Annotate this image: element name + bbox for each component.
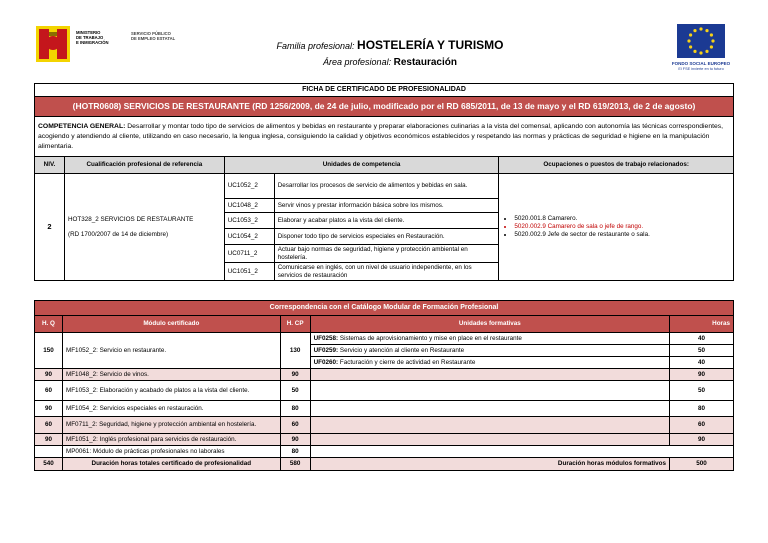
module-uf-empty <box>310 381 669 401</box>
ficha-table <box>34 83 734 281</box>
unit-code: UC1051_2 <box>224 263 274 281</box>
cualificacion-name: HOT328_2 SERVICIOS DE RESTAURANTE <box>67 215 194 223</box>
module-hq: 60 <box>35 381 63 401</box>
unit-code: UC0711_2 <box>224 245 274 263</box>
uf-horas: 40 <box>670 333 734 345</box>
module-name: MF1051_2: Inglés profesional para servicios de restauración. <box>62 434 280 446</box>
module-hcp: 90 <box>280 434 310 446</box>
unit-desc: Desarrollar los procesos de servicio de alimentos y bebidas en sala. <box>274 174 499 199</box>
uf-horas: 50 <box>670 345 734 357</box>
uf-row: UF0259: Servicio y atención al cliente en Restaurante <box>310 345 669 357</box>
total-horas: 500 <box>670 458 734 471</box>
uf-horas: 40 <box>670 357 734 369</box>
area-profesional: Área profesional: Restauración <box>323 57 457 68</box>
cert-title: (HOTR0608) SERVICIOS DE RESTAURANTE (RD 1256/2009, de 24 de julio, modificado por el RD 685/2011, de 13 de mayo y el RD 619/2013, de 2 de agosto) <box>35 97 734 117</box>
modular-table <box>34 300 734 471</box>
mf1052-hq: 150 <box>35 333 63 369</box>
col-niv: NIV. <box>35 157 65 174</box>
ocupacion-item: • 5020.002.9 Camarero de sala o jefe de rango. <box>514 223 730 231</box>
unit-code: UC1054_2 <box>224 229 274 245</box>
spe-name: SERVICIO PÚBLICO DE EMPLEO ESTATAL <box>131 31 176 41</box>
practicas-empty <box>310 446 733 458</box>
eu-label: FONDO SOCIAL EUROPEO <box>671 61 731 66</box>
module-name: MF1048_2: Servicio de vinos. <box>62 369 280 381</box>
unit-desc: Actuar bajo normas de seguridad, higiene y protección ambiental en hostelería. <box>274 245 499 263</box>
module-hq: 60 <box>35 417 63 434</box>
unit-desc: Elaborar y acabar platos a la vista del cliente. <box>274 213 499 229</box>
practicas-name: MP0061: Módulo de prácticas profesionales no laborales <box>62 446 280 458</box>
module-name: MF1053_2: Elaboración y acabado de platos a la vista del cliente. <box>62 381 280 401</box>
col-ocupaciones: Ocupaciones o puestos de trabajo relacionados: <box>499 157 734 174</box>
eu-subtext: El FSE invierte en tu futuro <box>678 67 724 71</box>
coat-of-arms-icon <box>36 26 70 62</box>
col-uf: Unidades formativas <box>310 316 669 333</box>
ocupacion-item: • 5020.002.9 Jefe de sector de restaurante o sala. <box>514 231 730 239</box>
unit-code: UC1053_2 <box>224 213 274 229</box>
ocupacion-item: • 5020.001.8 Camarero. <box>514 215 730 223</box>
col-hq: H. Q <box>35 316 63 333</box>
module-horas: 50 <box>670 381 734 401</box>
module-horas: 90 <box>670 434 734 446</box>
module-hcp: 90 <box>280 369 310 381</box>
module-uf-empty <box>310 401 669 417</box>
unit-code: UC1048_2 <box>224 199 274 213</box>
col-cualificacion: Cualificación profesional de referencia <box>64 157 224 174</box>
module-uf-empty <box>310 434 669 446</box>
nivel-value: 2 <box>35 174 65 281</box>
ocupaciones-list <box>502 215 730 239</box>
eu-flag-icon <box>677 24 725 58</box>
practicas-hq-empty <box>35 446 63 458</box>
total-hcp: 580 <box>280 458 310 471</box>
ocupaciones-cell <box>499 174 734 281</box>
module-horas: 90 <box>670 369 734 381</box>
total-hq: 540 <box>35 458 63 471</box>
ficha-title: FICHA DE CERTIFICADO DE PROFESIONALIDAD <box>35 84 734 97</box>
eu-logo <box>668 24 734 74</box>
uf-row: UF0258: Sistemas de aprovisionamiento y mise en place en el restaurante <box>310 333 669 345</box>
cualificacion-rd: (RD 1700/2007 de 14 de diciembre) <box>67 231 169 238</box>
ministry-name: MINISTERIO DE TRABAJO E INMIGRACIÓN <box>76 30 109 45</box>
module-hcp: 60 <box>280 417 310 434</box>
unit-desc: Servir vinos y prestar información básica sobre los mismos. <box>274 199 499 213</box>
col-horas: Horas <box>670 316 734 333</box>
mf1052-name: MF1052_2: Servicio en restaurante. <box>62 333 280 369</box>
module-name: MF1054_2: Servicios especiales en restauración. <box>62 401 280 417</box>
practicas-hcp: 80 <box>280 446 310 458</box>
total-modulos-label: Duración horas módulos formativos <box>310 458 669 471</box>
uf-row: UF0260: Facturación y cierre de actividad en Restaurante <box>310 357 669 369</box>
mf1052-hcp: 130 <box>280 333 310 369</box>
competencia-general: COMPETENCIA GENERAL: Desarrollar y montar todo tipo de servicios de alimentos y bebidas en restaurante y preparar elaboraciones culinarias a la vista del comensal, aplicando con autonomía las técnicas correspondientes, acogiendo y atendiendo al cliente, utilizando en caso necesario, la lengua inglesa, consiguiendo la calidad y objetivos económicos establecidos y respetando las normas y prácticas de seguridad e higiene en la manipulación alimentaria. <box>35 117 734 157</box>
module-hq: 90 <box>35 369 63 381</box>
module-name: MF0711_2: Seguridad, higiene y protección ambiental en hostelería. <box>62 417 280 434</box>
modular-title: Correspondencia con el Catálogo Modular de Formación Profesional <box>35 301 734 316</box>
col-unidades: Unidades de competencia <box>224 157 499 174</box>
module-uf-empty <box>310 369 669 381</box>
module-hcp: 50 <box>280 381 310 401</box>
cualificacion-cell <box>64 174 224 281</box>
col-hcp: H. CP <box>280 316 310 333</box>
familia-profesional: Familia profesional: HOSTELERÍA Y TURISMO <box>276 38 504 52</box>
unit-desc: Comunicarse en inglés, con un nivel de usuario independiente, en los servicios de restauración <box>274 263 499 281</box>
header-title <box>240 38 540 68</box>
module-hq: 90 <box>35 401 63 417</box>
module-uf-empty <box>310 417 669 434</box>
module-horas: 60 <box>670 417 734 434</box>
col-modulo: Módulo certificado <box>62 316 280 333</box>
unit-desc: Disponer todo tipo de servicios especiales en Restauración. <box>274 229 499 245</box>
unit-code: UC1052_2 <box>224 174 274 199</box>
total-label: Duración horas totales certificado de profesionalidad <box>62 458 280 471</box>
ministry-logo <box>36 26 236 62</box>
module-hcp: 80 <box>280 401 310 417</box>
module-hq: 90 <box>35 434 63 446</box>
module-horas: 80 <box>670 401 734 417</box>
